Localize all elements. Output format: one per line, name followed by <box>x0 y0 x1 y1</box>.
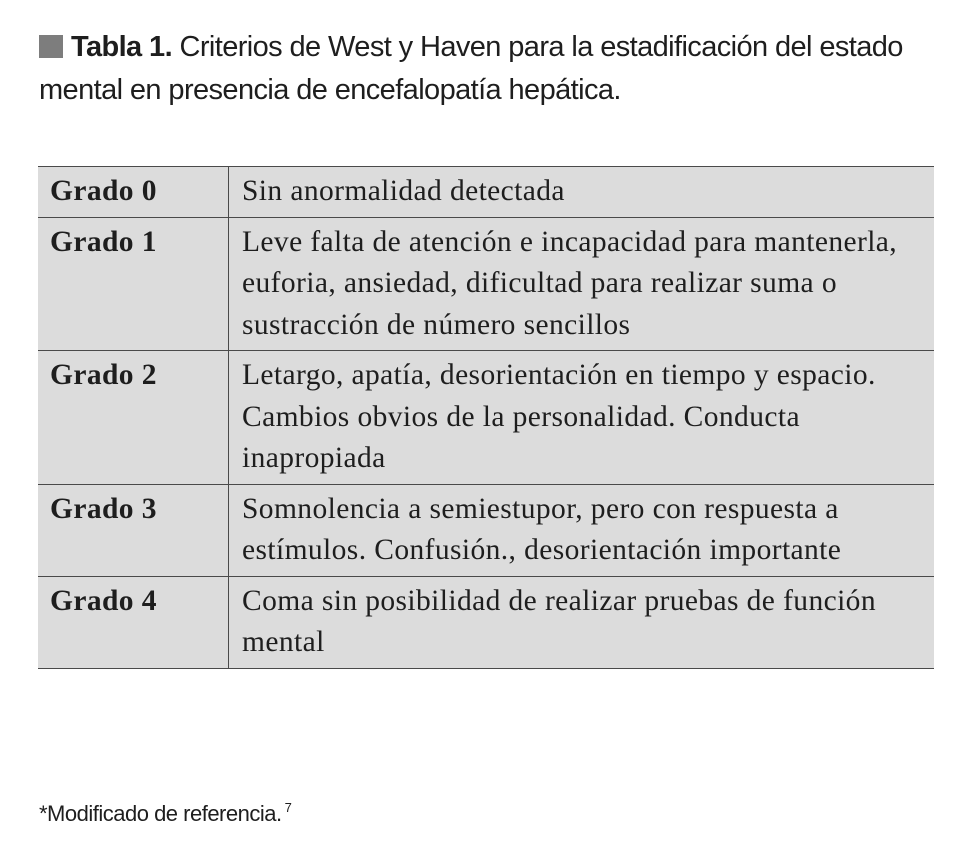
footnote-text: *Modificado de referencia. <box>39 801 282 826</box>
caption-label: Tabla 1. <box>71 31 173 63</box>
west-haven-criteria-table <box>38 166 934 669</box>
table-caption <box>39 26 939 112</box>
grade-cell: Grado 2 <box>38 351 229 485</box>
description-cell: Coma sin posibilidad de realizar pruebas de función mental <box>229 576 935 668</box>
description-cell: Leve falta de atención e incapacidad para mantenerla, euforia, ansiedad, dificultad para realizar suma o sustracción de número sencillos <box>229 217 935 351</box>
table-row <box>38 167 934 218</box>
grade-cell: Grado 3 <box>38 484 229 576</box>
caption-text: Criterios de West y Haven para la estadificación del estado mental en presencia de encefalopatía hepática. <box>39 31 903 106</box>
description-cell: Sin anormalidad detectada <box>229 167 935 218</box>
grade-cell: Grado 0 <box>38 167 229 218</box>
grade-cell: Grado 1 <box>38 217 229 351</box>
footnote-reference: 7 <box>284 800 292 815</box>
table-row <box>38 351 934 485</box>
description-cell: Somnolencia a semiestupor, pero con respuesta a estímulos. Confusión., desorientación importante <box>229 484 935 576</box>
description-cell: Letargo, apatía, desorientación en tiempo y espacio. Cambios obvios de la personalidad. Conducta inapropiada <box>229 351 935 485</box>
table-row <box>38 484 934 576</box>
table-row <box>38 576 934 668</box>
table-row <box>38 217 934 351</box>
grade-cell: Grado 4 <box>38 576 229 668</box>
square-bullet-icon <box>39 35 63 58</box>
footnote <box>39 794 291 828</box>
